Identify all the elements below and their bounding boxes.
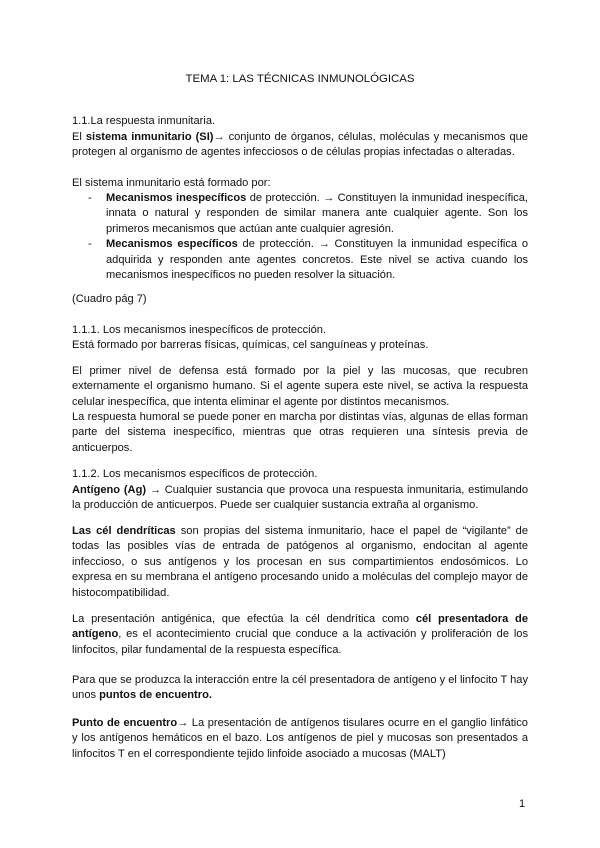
- list-item-text: de protección. → Constituyen la inmunidad inespecífica, innata o natural y responden de similar manera ante cualquier agente. Son los primeros mecanismos que actúan ante cualquier agresión.: [106, 192, 528, 235]
- meeting-point-text: → La presentación de antígenos tisulares ocurre en el ganglio linfático y los antígenos hemáticos en el bazo. Los antígenos de piel y mucosas son presentados a linfocitos T en el correspondiente tejido linfoide asociado a mucosas (MALT): [72, 717, 528, 760]
- meeting-point-paragraph: [72, 716, 528, 762]
- section-heading-1-1: 1.1.La respuesta inmunitaria.: [72, 115, 216, 127]
- interaction-paragraph: [72, 673, 528, 704]
- list-item: [88, 191, 528, 237]
- cuadro-reference: (Cuadro pág 7): [72, 293, 147, 305]
- si-definition-paragraph: [72, 130, 528, 161]
- presentation-term: cél presentadora de antígeno: [72, 613, 528, 641]
- list-item-term: Mecanismos inespecíficos: [106, 192, 247, 204]
- list-item-term: Mecanismos específicos: [106, 238, 238, 251]
- list-dash: -: [88, 192, 92, 204]
- si-definition-text: → conjunto de órganos, células, moléculas y mecanismos que protegen al organismo de agentes infecciosos o de células propias infectadas o alteradas.: [72, 131, 528, 159]
- interaction-term: puntos de encuentro.: [99, 689, 212, 702]
- si-definition-pre: El: [72, 131, 86, 143]
- presentation-paragraph: [72, 612, 528, 658]
- list-item-text: de protección. → Constituyen la inmunidad específica o adquirida y responden ante agentes concretos. Este nivel se activa cuando los mecanismos inespecíficos no pueden resolver la situación.: [106, 238, 528, 282]
- presentation-text: , es el acontecimiento crucial que conduce a la activación y proliferación de los linfocitos, pilar fundamental de la respuesta específica.: [72, 628, 528, 656]
- humoral-paragraph: La respuesta humoral se puede poner en marcha por distintas vías, algunas de ellas forman parte del sistema inespecífico, mientras que otras requieren una síntesis previa de anticuerpos.: [72, 411, 528, 454]
- presentation-pre: La presentación antigénica, que efectúa la cél dendrítica como: [72, 613, 416, 625]
- si-definition-term: sistema inmunitario (SI): [85, 131, 214, 143]
- si-intro-line: El sistema inmunitario está formado por:: [72, 177, 271, 189]
- page-title: TEMA 1: LAS TÉCNICAS INMUNOLÓGICAS: [185, 73, 415, 85]
- antigen-term: Antígeno (Ag): [72, 484, 147, 496]
- interaction-text: Para que se produzca la interacción entre la cél presentadora de antígeno y el linfocito T hay unos: [72, 674, 528, 702]
- dendritic-paragraph: [72, 524, 528, 601]
- section-heading-1-1-1: 1.1.1. Los mecanismos inespecíficos de protección.: [72, 324, 327, 336]
- list-dash: -: [88, 238, 92, 251]
- antigen-text: → Cualquier sustancia que provoca una respuesta inmunitaria, estimulando la producción de anticuerpos. Puede ser cualquier sustancia extraña al organismo.: [72, 484, 528, 512]
- dendritic-term: Las cél dendríticas: [72, 525, 176, 537]
- barriers-line: Está formado por barreras físicas, químicas, cel sanguíneas y proteínas.: [72, 339, 429, 351]
- list-item: [88, 237, 528, 283]
- defense-paragraph: El primer nivel de defensa está formado por la piel y las mucosas, que recubren externamente el organismo humano. Si el agente supera este nivel, se activa la respuesta celular inespecífica, que intenta eliminar el agente por distintos mecanismos.: [72, 365, 528, 408]
- mechanisms-list: [88, 191, 528, 283]
- page-number: 1: [519, 798, 526, 810]
- antigen-paragraph: [72, 483, 528, 514]
- meeting-point-term: Punto de encuentro: [72, 717, 178, 729]
- section-heading-1-1-2: 1.1.2. Los mecanismos específicos de protección.: [72, 468, 318, 480]
- dendritic-text: son propias del sistema inmunitario, hace el papel de “vigilante” de todas las posibles vías de entrada de patógenos al organismo, endocitan al agente infeccioso, o sus antígenos y los procesan en sus compartimientos endosómicos. Lo expresa en su membrana el antígeno procesando unido a moléculas del complejo mayor de histocompatibilidad.: [72, 525, 528, 599]
